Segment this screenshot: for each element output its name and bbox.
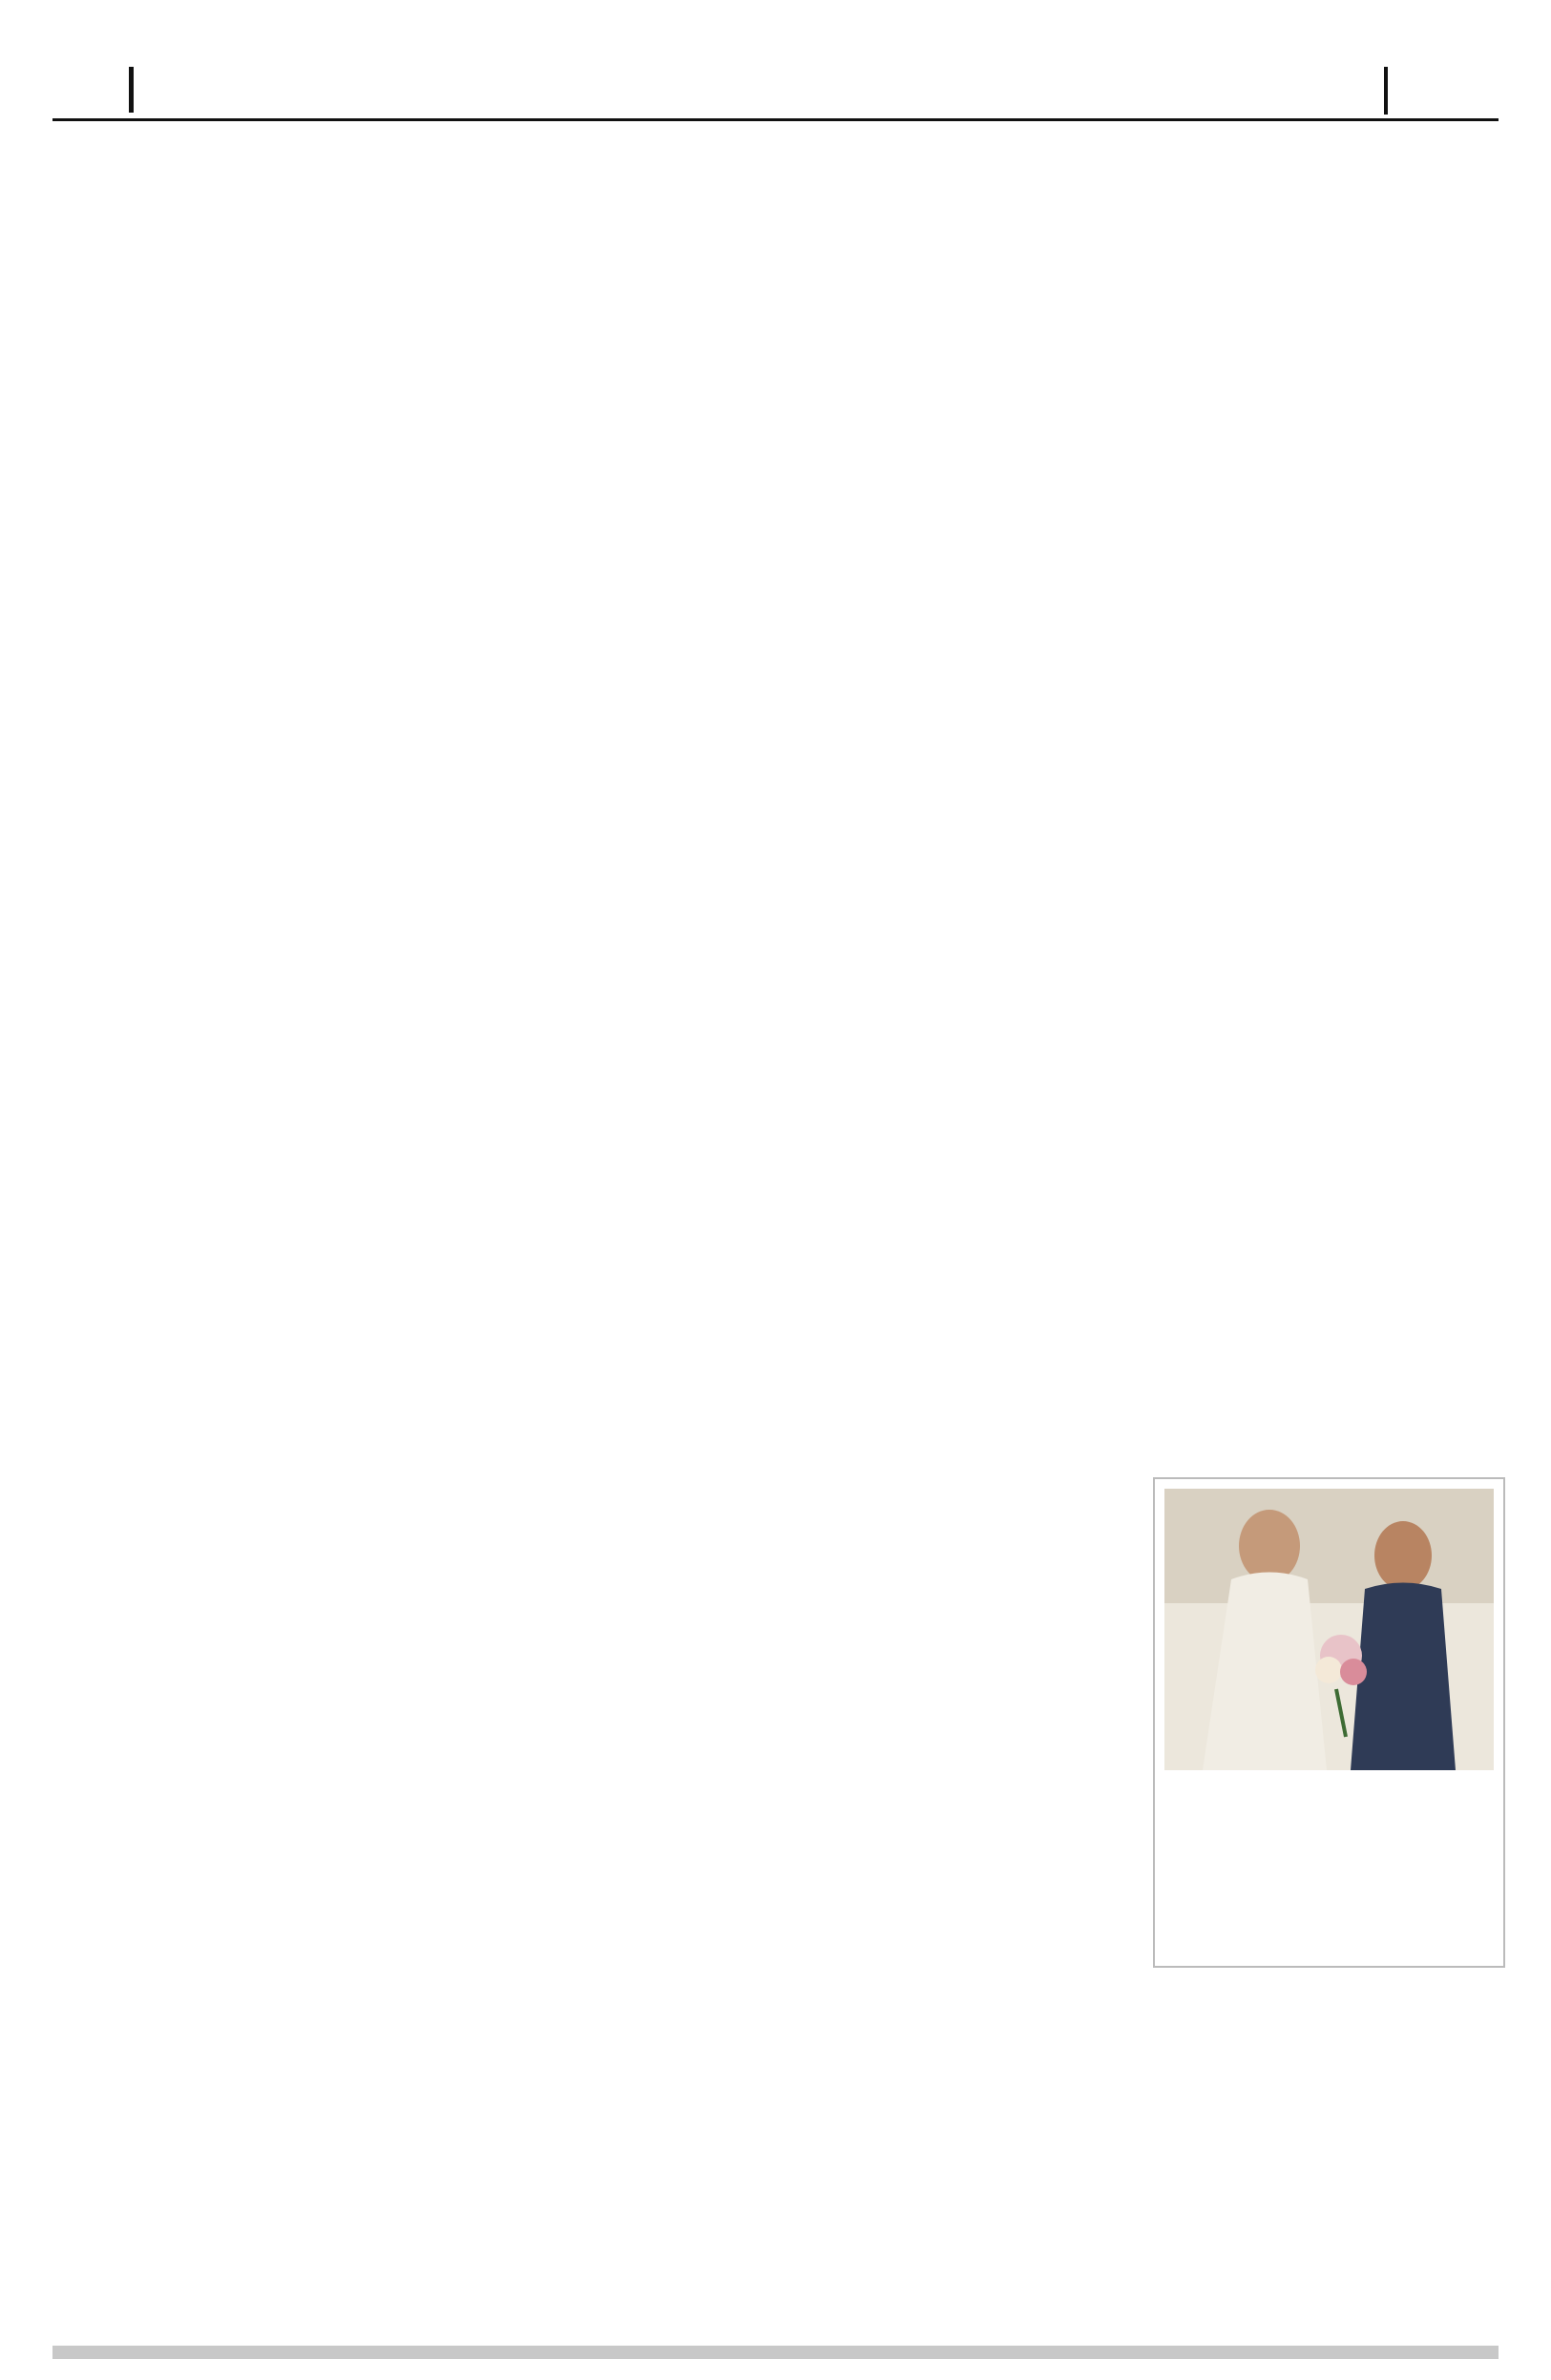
photo-caption xyxy=(1155,1770,1503,1789)
photo-story xyxy=(1153,1477,1505,1968)
column-1 xyxy=(52,129,387,140)
divider xyxy=(129,67,134,113)
column-4 xyxy=(1153,129,1501,140)
caption-right xyxy=(1334,1778,1495,1782)
masthead xyxy=(52,65,1499,121)
news-photo xyxy=(1164,1489,1494,1770)
divider xyxy=(1384,67,1388,115)
footer-bar xyxy=(52,2346,1499,2359)
column-2 xyxy=(412,129,746,140)
column-3 xyxy=(783,129,1117,140)
liver-story xyxy=(1153,1977,1501,1983)
